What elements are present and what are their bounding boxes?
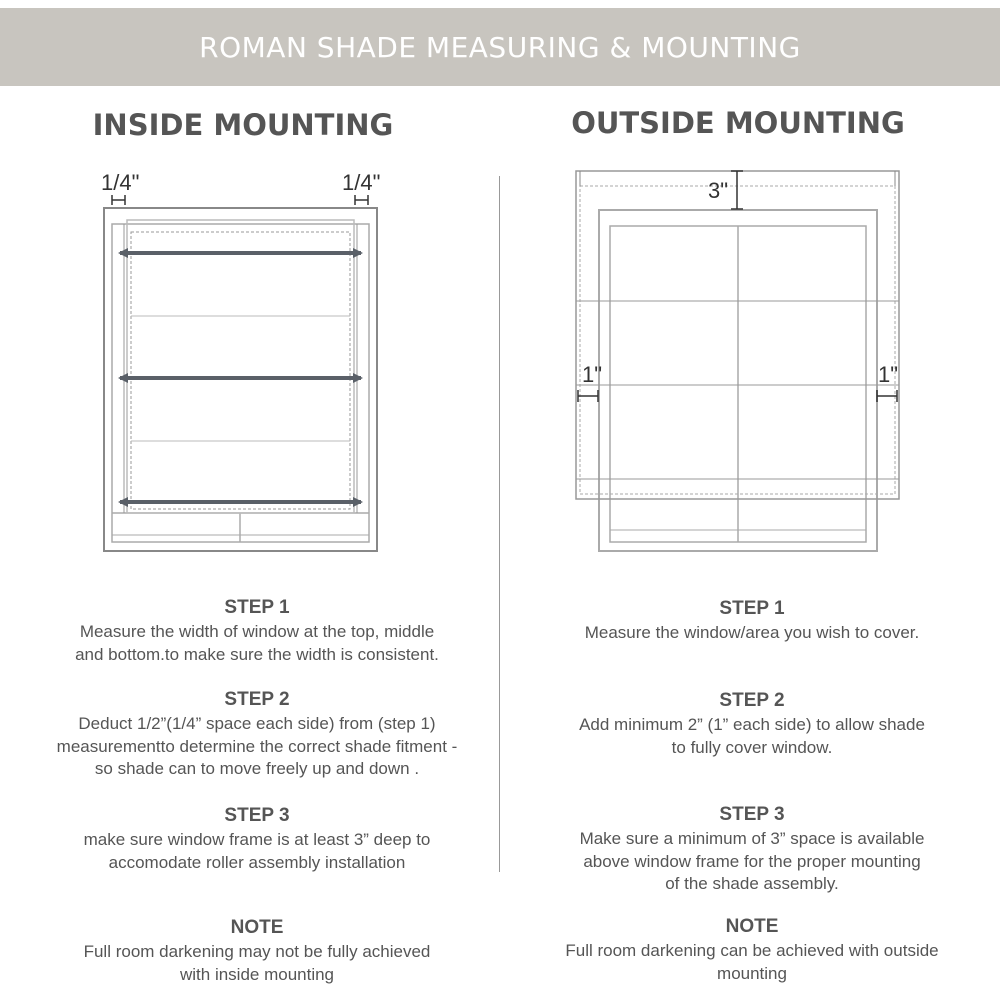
step-title: STEP 2 (719, 690, 785, 711)
step-text: Deduct 1/2”(1/4” space each side) from (step 1) measurementto determine the correct shade fitment - so shade can to move freely up and down . (56, 714, 458, 778)
inside-inner-frame (112, 224, 369, 542)
step-title: STEP 3 (719, 804, 785, 825)
outside-step-1 (512, 598, 992, 645)
inside-shade (127, 220, 354, 513)
step-text: make sure window frame is at least 3” deep to accomodate roller assembly installation (83, 830, 431, 872)
step-text: Measure the window/area you wish to cover. (584, 623, 920, 642)
note-title: NOTE (725, 916, 779, 937)
step-title: STEP 1 (719, 598, 785, 619)
outside-dim-right: 1" (878, 362, 899, 387)
inside-note (17, 917, 497, 986)
note-text: Full room darkening can be achieved with outside mounting (565, 941, 939, 983)
inside-window-diagram (101, 170, 380, 551)
outside-dim-top: 3" (708, 178, 729, 203)
inside-dim-right: 1/4" (342, 170, 381, 195)
step-text: Add minimum 2” (1” each side) to allow shade to fully cover window. (579, 715, 925, 757)
step-title: STEP 2 (224, 689, 290, 710)
step-text: Make sure a minimum of 3” space is available above window frame for the proper mounting of the shade assembly. (579, 829, 925, 893)
note-title: NOTE (230, 917, 284, 938)
step-title: STEP 1 (224, 597, 290, 618)
outside-note (512, 916, 992, 985)
note-text: Full room darkening may not be fully achieved with inside mounting (83, 942, 431, 984)
step-title: STEP 3 (224, 805, 290, 826)
outside-step-2 (512, 690, 992, 759)
inside-mounting-heading: INSIDE MOUNTING (92, 108, 394, 142)
outside-mounting-heading: OUTSIDE MOUNTING (571, 106, 905, 140)
inside-step-1 (17, 597, 497, 666)
inside-dim-left: 1/4" (101, 170, 140, 195)
page-title: ROMAN SHADE MEASURING & MOUNTING (199, 30, 801, 64)
outside-step-3 (512, 804, 992, 896)
outside-window-diagram (576, 171, 899, 551)
step-text: Measure the width of window at the top, middle and bottom.to make sure the width is consistent. (75, 622, 439, 664)
inside-step-2 (17, 689, 497, 781)
inside-step-3 (17, 805, 497, 874)
outside-dim-left: 1" (582, 362, 603, 387)
